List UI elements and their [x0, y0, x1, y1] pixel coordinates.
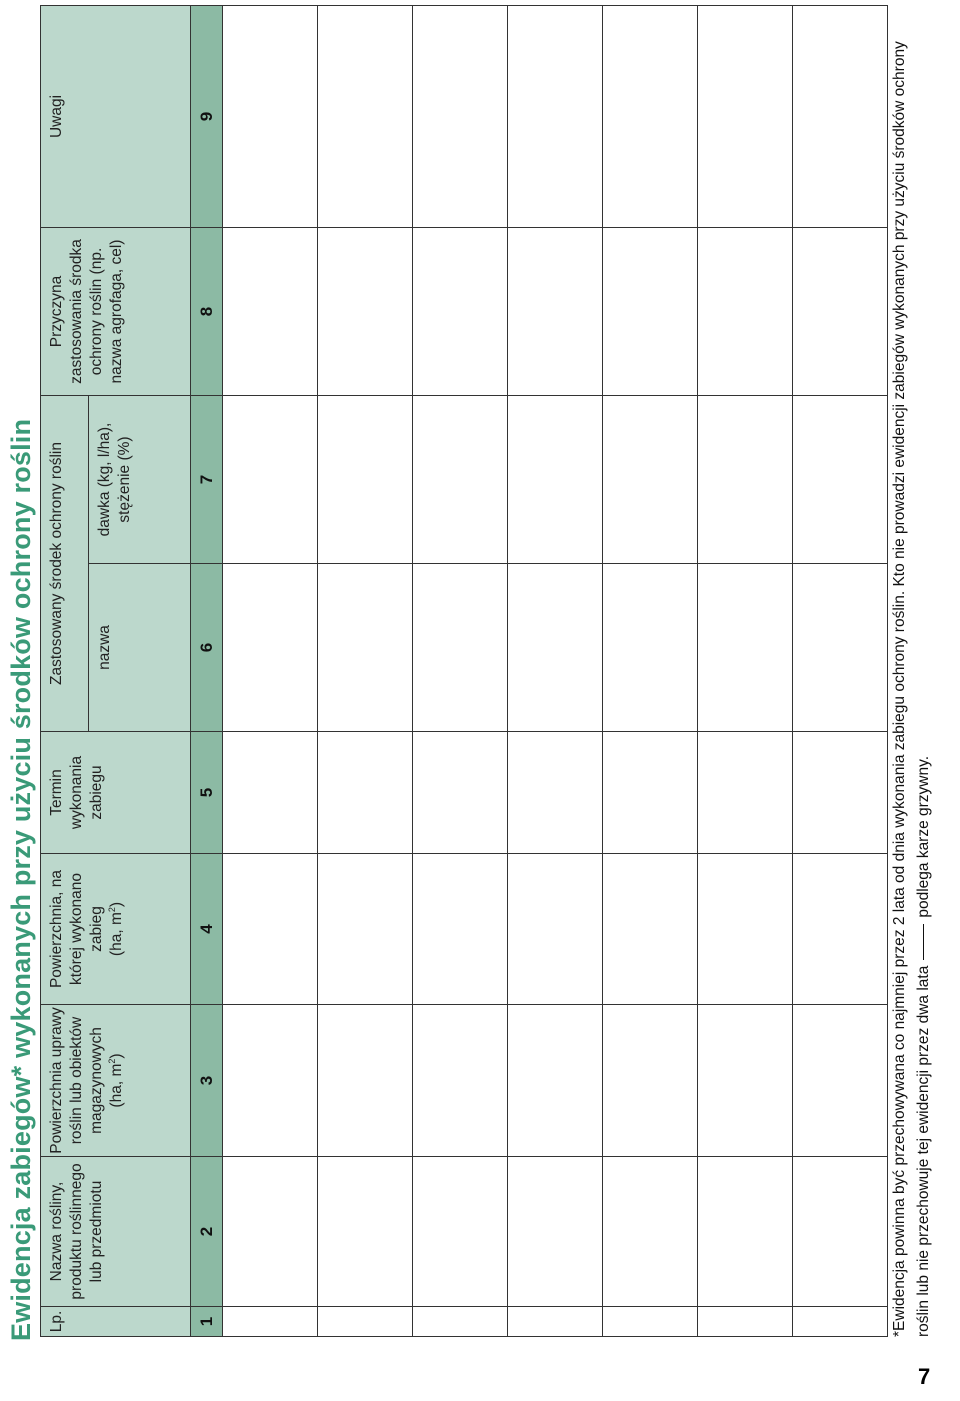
blank-cell[interactable]	[318, 395, 413, 563]
blank-cell[interactable]	[508, 227, 603, 395]
blank-cell[interactable]	[698, 732, 793, 854]
blank-cell[interactable]	[793, 564, 888, 732]
footnote-main: *Ewidencja powinna być przechowywana co najmniej przez 2 lata od dnia wykonania zabiegu ochrony roślin. Kto nie prowadzi ewidencji zabiegów wykonanych przy użyciu środków ochrony roślin lub nie przechowuje tej ewidencji przez dwa lata	[891, 41, 932, 1337]
blank-cell[interactable]	[793, 227, 888, 395]
blank-cell[interactable]	[413, 1307, 508, 1337]
page-number: 7	[918, 1364, 931, 1389]
blank-cell[interactable]	[413, 395, 508, 563]
blank-cell[interactable]	[698, 1307, 793, 1337]
header-treatment-date: Termin wykonania zabiegu	[41, 732, 191, 854]
blank-cell[interactable]	[508, 564, 603, 732]
blank-cell[interactable]	[318, 5, 413, 227]
blank-cell[interactable]	[318, 854, 413, 1005]
column-number: 5	[191, 732, 223, 854]
blank-cell[interactable]	[698, 395, 793, 563]
blank-cell[interactable]	[508, 854, 603, 1005]
blank-cell[interactable]	[223, 1157, 318, 1307]
column-number: 3	[191, 1005, 223, 1157]
blank-cell[interactable]	[793, 5, 888, 227]
header-dose: dawka (kg, l/ha), stężenie (%)	[89, 395, 191, 563]
header-lp: Lp.	[41, 1307, 191, 1337]
blank-entry-row	[223, 5, 318, 1336]
footnote-end: podlega karze grzywny.	[915, 755, 932, 918]
blank-rows	[223, 5, 888, 1336]
blank-entry-row	[318, 5, 413, 1336]
column-number: 2	[191, 1157, 223, 1307]
blank-cell[interactable]	[603, 732, 698, 854]
unit-close: )	[108, 1053, 125, 1059]
header-plant-protection-product: Zastosowany środek ochrony roślin	[41, 395, 89, 731]
blank-cell[interactable]	[413, 227, 508, 395]
blank-cell[interactable]	[413, 732, 508, 854]
header-plant-name: Nazwa rośliny, produktu roślinnego lub przedmiotu	[41, 1157, 191, 1307]
blank-cell[interactable]	[223, 1307, 318, 1337]
blank-cell[interactable]	[318, 564, 413, 732]
blank-cell[interactable]	[603, 854, 698, 1005]
unit-superscript: 2	[106, 1058, 117, 1064]
blank-cell[interactable]	[223, 854, 318, 1005]
blank-entry-row	[698, 5, 793, 1336]
unit-superscript: 2	[106, 907, 117, 913]
blank-cell[interactable]	[603, 227, 698, 395]
header-treated-area-text: Powierzchnia, na której wykonano zabieg	[48, 869, 105, 989]
blank-cell[interactable]	[413, 854, 508, 1005]
blank-cell[interactable]	[413, 564, 508, 732]
blank-cell[interactable]	[603, 1307, 698, 1337]
blank-cell[interactable]	[223, 227, 318, 395]
blank-cell[interactable]	[793, 1307, 888, 1337]
column-number: 4	[191, 854, 223, 1005]
blank-cell[interactable]	[318, 1157, 413, 1307]
footnote-dash	[923, 924, 924, 960]
blank-entry-row	[603, 5, 698, 1336]
header-remarks: Uwagi	[41, 5, 191, 227]
blank-cell[interactable]	[603, 1005, 698, 1157]
blank-entry-row	[413, 5, 508, 1336]
blank-cell[interactable]	[413, 1157, 508, 1307]
blank-cell[interactable]	[603, 5, 698, 227]
column-number: 6	[191, 564, 223, 732]
blank-cell[interactable]	[318, 732, 413, 854]
blank-cell[interactable]	[698, 227, 793, 395]
blank-cell[interactable]	[413, 5, 508, 227]
unit-label: (ha, m	[108, 1063, 125, 1108]
column-number: 8	[191, 227, 223, 395]
blank-cell[interactable]	[793, 395, 888, 563]
blank-cell[interactable]	[223, 5, 318, 227]
header-reason: Przyczyna zastosowania środka ochrony roślin (np. nazwa agrofaga, cel)	[41, 227, 191, 395]
column-number: 1	[191, 1307, 223, 1337]
blank-cell[interactable]	[508, 5, 603, 227]
blank-cell[interactable]	[698, 854, 793, 1005]
blank-cell[interactable]	[793, 732, 888, 854]
blank-entry-row	[793, 5, 888, 1336]
blank-cell[interactable]	[508, 1157, 603, 1307]
header-product-name: nazwa	[89, 564, 191, 732]
unit-label: (ha, m	[108, 912, 125, 957]
blank-cell[interactable]	[318, 227, 413, 395]
blank-cell[interactable]	[413, 1005, 508, 1157]
blank-cell[interactable]	[793, 1005, 888, 1157]
blank-cell[interactable]	[318, 1307, 413, 1337]
treatment-records-table	[40, 5, 888, 1337]
header-crop-area	[41, 1005, 191, 1157]
blank-cell[interactable]	[698, 1157, 793, 1307]
blank-cell[interactable]	[698, 1005, 793, 1157]
blank-cell[interactable]	[603, 395, 698, 563]
blank-cell[interactable]	[223, 395, 318, 563]
page-title: Ewidencja zabiegów* wykonanych przy użyciu środków ochrony roślin	[6, 418, 36, 1341]
unit-close: )	[108, 901, 125, 908]
blank-cell[interactable]	[508, 1005, 603, 1157]
header-treated-area	[41, 854, 191, 1005]
blank-cell[interactable]	[603, 1157, 698, 1307]
blank-cell[interactable]	[223, 1005, 318, 1157]
column-number-row	[191, 5, 223, 1336]
blank-cell[interactable]	[793, 854, 888, 1005]
blank-cell[interactable]	[508, 395, 603, 563]
blank-cell[interactable]	[603, 564, 698, 732]
blank-cell[interactable]	[793, 1157, 888, 1307]
blank-cell[interactable]	[698, 564, 793, 732]
blank-cell[interactable]	[508, 1307, 603, 1337]
column-number: 7	[191, 395, 223, 563]
blank-cell[interactable]	[508, 732, 603, 854]
column-number: 9	[191, 5, 223, 227]
blank-cell[interactable]	[223, 564, 318, 732]
blank-cell[interactable]	[318, 1005, 413, 1157]
header-crop-area-text: Powierzchnia uprawy roślin lub obiektów magazynowych	[48, 1007, 105, 1154]
blank-cell[interactable]	[698, 5, 793, 227]
footnote	[888, 6, 936, 1337]
blank-cell[interactable]	[223, 732, 318, 854]
blank-entry-row	[508, 5, 603, 1336]
